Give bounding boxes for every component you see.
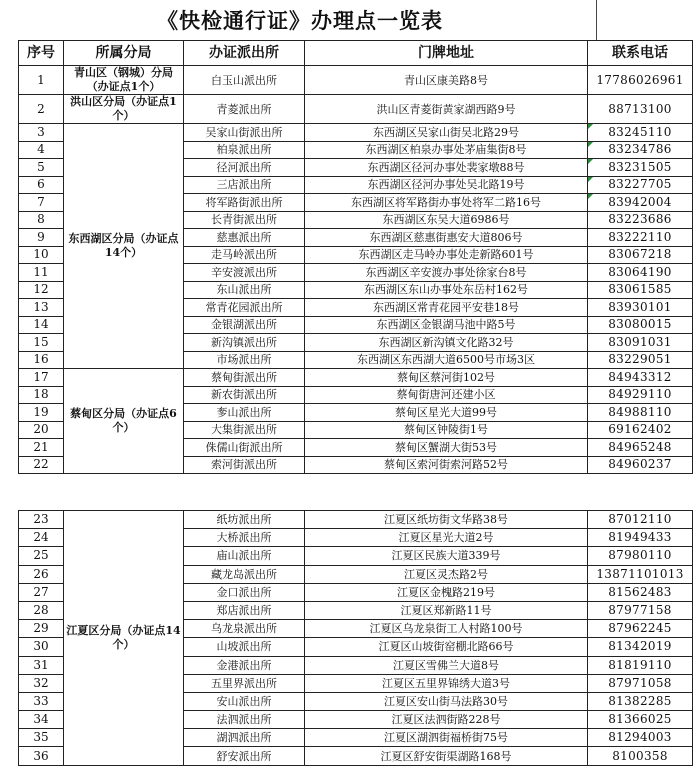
address: 东西湖区慈惠街惠安大道806号 <box>305 229 588 247</box>
branch-name: 蔡甸区分局（办证点6个） <box>64 369 184 474</box>
address: 蔡甸街唐河还建小区 <box>305 386 588 404</box>
phone-number: 81294003 <box>588 729 693 747</box>
phone-number: 83234786 <box>588 141 693 159</box>
address: 蔡甸区蟹湖大街53号 <box>305 439 588 457</box>
station-name: 白玉山派出所 <box>184 66 305 95</box>
station-name: 侏儒山街派出所 <box>184 439 305 457</box>
phone-number: 83231505 <box>588 159 693 177</box>
phone-number: 83222110 <box>588 229 693 247</box>
header-no: 序号 <box>19 41 64 66</box>
phone-number: 83229051 <box>588 351 693 369</box>
phone-number: 8100358 <box>588 747 693 765</box>
row-number: 26 <box>19 565 64 583</box>
station-name: 新农街派出所 <box>184 386 305 404</box>
branch-name: 江夏区分局（办证点14个） <box>64 511 184 766</box>
row-number: 7 <box>19 194 64 212</box>
header-branch: 所属分局 <box>64 41 184 66</box>
station-name: 东山派出所 <box>184 281 305 299</box>
station-name: 蔡甸街派出所 <box>184 369 305 387</box>
station-name: 郑店派出所 <box>184 601 305 619</box>
address: 东西湖区吴家山街吴北路29号 <box>305 124 588 142</box>
comment-marker-icon <box>588 159 593 164</box>
row-number: 17 <box>19 369 64 387</box>
address: 江夏区星光大道2号 <box>305 529 588 547</box>
branch-name: 青山区（钢城）分局（办证点1个） <box>64 66 184 95</box>
phone-number: 84965248 <box>588 439 693 457</box>
row-number: 31 <box>19 656 64 674</box>
phone-number: 84929110 <box>588 386 693 404</box>
phone-number: 17786026961 <box>588 66 693 95</box>
phone-number: 69162402 <box>588 421 693 439</box>
row-number: 33 <box>19 692 64 710</box>
phone-number: 87012110 <box>588 511 693 529</box>
table-row <box>19 66 693 95</box>
row-number: 28 <box>19 601 64 619</box>
phone-number: 83067218 <box>588 246 693 264</box>
comment-marker-icon <box>588 177 593 182</box>
phone-number: 83930101 <box>588 299 693 317</box>
station-name: 大集街派出所 <box>184 421 305 439</box>
header-address: 门牌地址 <box>305 41 588 66</box>
row-number: 30 <box>19 638 64 656</box>
row-number: 9 <box>19 229 64 247</box>
address: 江夏区湖泗街福桥街75号 <box>305 729 588 747</box>
phone-number: 83080015 <box>588 316 693 334</box>
station-name: 吴家山街派出所 <box>184 124 305 142</box>
row-number: 34 <box>19 711 64 729</box>
phone-number: 83227705 <box>588 176 693 194</box>
header-row <box>19 41 693 66</box>
station-name: 大桥派出所 <box>184 529 305 547</box>
page-title: 《快检通行证》办理点一览表 <box>157 8 443 33</box>
phone-number: 84960237 <box>588 456 693 474</box>
address: 东西湖区径河办事处吴北路19号 <box>305 176 588 194</box>
station-name: 市场派出所 <box>184 351 305 369</box>
row-number: 23 <box>19 511 64 529</box>
phone-number: 83091031 <box>588 334 693 352</box>
station-name: 三店派出所 <box>184 176 305 194</box>
phone-number: 84988110 <box>588 404 693 422</box>
row-number: 6 <box>19 176 64 194</box>
station-name: 索河街派出所 <box>184 456 305 474</box>
phone-number: 83061585 <box>588 281 693 299</box>
phone-number: 83064190 <box>588 264 693 282</box>
address: 东西湖区柏泉办事处茅庙集街8号 <box>305 141 588 159</box>
address: 蔡甸区索河街索河路52号 <box>305 456 588 474</box>
address: 青山区康美路8号 <box>305 66 588 95</box>
station-name: 金银湖派出所 <box>184 316 305 334</box>
row-number: 12 <box>19 281 64 299</box>
address: 东西湖区东山办事处东岳村162号 <box>305 281 588 299</box>
phone-number: 88713100 <box>588 95 693 124</box>
station-name: 柏泉派出所 <box>184 141 305 159</box>
address: 东西湖区径河办事处裴家墩88号 <box>305 159 588 177</box>
address: 江夏区郑新路11号 <box>305 601 588 619</box>
address: 江夏区山坡街窑棚北路66号 <box>305 638 588 656</box>
address: 江夏区法泗街路228号 <box>305 711 588 729</box>
phone-number: 84943312 <box>588 369 693 387</box>
row-number: 21 <box>19 439 64 457</box>
row-number: 3 <box>19 124 64 142</box>
station-name: 庙山派出所 <box>184 547 305 565</box>
row-number: 16 <box>19 351 64 369</box>
title-divider <box>596 0 597 40</box>
row-number: 18 <box>19 386 64 404</box>
station-name: 安山派出所 <box>184 692 305 710</box>
address: 东西湖区常青花园平安巷18号 <box>305 299 588 317</box>
row-number: 25 <box>19 547 64 565</box>
table-row <box>19 95 693 124</box>
phone-number: 81382285 <box>588 692 693 710</box>
address: 东西湖区辛安渡办事处徐家台8号 <box>305 264 588 282</box>
phone-number: 83223686 <box>588 211 693 229</box>
station-name: 将军路街派出所 <box>184 194 305 212</box>
address: 江夏区灵杰路2号 <box>305 565 588 583</box>
station-name: 藏龙岛派出所 <box>184 565 305 583</box>
row-number: 1 <box>19 66 64 95</box>
header-station: 办证派出所 <box>184 41 305 66</box>
branch-name: 洪山区分局（办证点1个） <box>64 95 184 124</box>
phone-number: 87962245 <box>588 620 693 638</box>
phone-number: 83942004 <box>588 194 693 212</box>
phone-number: 81819110 <box>588 656 693 674</box>
address: 东西湖区东西湖大道6500号市场3区 <box>305 351 588 369</box>
row-number: 19 <box>19 404 64 422</box>
station-name: 法泗派出所 <box>184 711 305 729</box>
stations-table-part2 <box>18 510 693 766</box>
address: 江夏区纸坊街文华路38号 <box>305 511 588 529</box>
row-number: 36 <box>19 747 64 765</box>
station-name: 舒安派出所 <box>184 747 305 765</box>
row-number: 22 <box>19 456 64 474</box>
station-name: 纸坊派出所 <box>184 511 305 529</box>
address: 东西湖区东吴大道6986号 <box>305 211 588 229</box>
address: 江夏区五里界锦绣大道3号 <box>305 674 588 692</box>
station-name: 走马岭派出所 <box>184 246 305 264</box>
phone-number: 81949433 <box>588 529 693 547</box>
station-name: 青菱派出所 <box>184 95 305 124</box>
table-row <box>19 124 693 142</box>
phone-number: 87977158 <box>588 601 693 619</box>
phone-number: 81366025 <box>588 711 693 729</box>
row-number: 24 <box>19 529 64 547</box>
phone-number: 81342019 <box>588 638 693 656</box>
address: 江夏区安山街马法路30号 <box>305 692 588 710</box>
station-name: 金港派出所 <box>184 656 305 674</box>
address: 东西湖区金银湖马池中路5号 <box>305 316 588 334</box>
row-number: 8 <box>19 211 64 229</box>
station-name: 常青花园派出所 <box>184 299 305 317</box>
row-number: 14 <box>19 316 64 334</box>
station-name: 长青街派出所 <box>184 211 305 229</box>
row-number: 4 <box>19 141 64 159</box>
phone-number: 87980110 <box>588 547 693 565</box>
branch-name: 东西湖区分局（办证点14个） <box>64 124 184 369</box>
station-name: 五里界派出所 <box>184 674 305 692</box>
table-row <box>19 511 693 529</box>
stations-table-part1 <box>18 40 693 474</box>
address: 蔡甸区星光大道99号 <box>305 404 588 422</box>
station-name: 湖泗派出所 <box>184 729 305 747</box>
address: 江夏区民族大道339号 <box>305 547 588 565</box>
station-name: 奓山派出所 <box>184 404 305 422</box>
row-number: 2 <box>19 95 64 124</box>
comment-marker-icon <box>588 194 593 199</box>
phone-number: 13871101013 <box>588 565 693 583</box>
station-name: 慈惠派出所 <box>184 229 305 247</box>
row-number: 29 <box>19 620 64 638</box>
station-name: 山坡派出所 <box>184 638 305 656</box>
address: 江夏区乌龙泉街工人村路100号 <box>305 620 588 638</box>
address: 东西湖区走马岭办事处走新路601号 <box>305 246 588 264</box>
address: 洪山区青菱街黄家湖西路9号 <box>305 95 588 124</box>
station-name: 金口派出所 <box>184 583 305 601</box>
row-number: 13 <box>19 299 64 317</box>
row-number: 20 <box>19 421 64 439</box>
page-gap <box>0 503 696 510</box>
row-number: 15 <box>19 334 64 352</box>
phone-number: 83245110 <box>588 124 693 142</box>
row-number: 35 <box>19 729 64 747</box>
address: 东西湖区将军路街办事处将军二路16号 <box>305 194 588 212</box>
row-number: 32 <box>19 674 64 692</box>
address: 东西湖区新沟镇文化路32号 <box>305 334 588 352</box>
row-number: 11 <box>19 264 64 282</box>
station-name: 辛安渡派出所 <box>184 264 305 282</box>
phone-number: 87971058 <box>588 674 693 692</box>
row-number: 10 <box>19 246 64 264</box>
phone-number: 81562483 <box>588 583 693 601</box>
station-name: 乌龙泉派出所 <box>184 620 305 638</box>
row-number: 27 <box>19 583 64 601</box>
address: 江夏区雪佛兰大道8号 <box>305 656 588 674</box>
header-phone: 联系电话 <box>588 41 693 66</box>
address: 蔡甸区蔡河街102号 <box>305 369 588 387</box>
station-name: 新沟镇派出所 <box>184 334 305 352</box>
comment-marker-icon <box>588 124 593 129</box>
address: 江夏区舒安街渠湖路168号 <box>305 747 588 765</box>
station-name: 径河派出所 <box>184 159 305 177</box>
address: 江夏区金槐路219号 <box>305 583 588 601</box>
row-number: 5 <box>19 159 64 177</box>
table-row <box>19 369 693 387</box>
address: 蔡甸区钟陵街1号 <box>305 421 588 439</box>
comment-marker-icon <box>588 142 593 147</box>
